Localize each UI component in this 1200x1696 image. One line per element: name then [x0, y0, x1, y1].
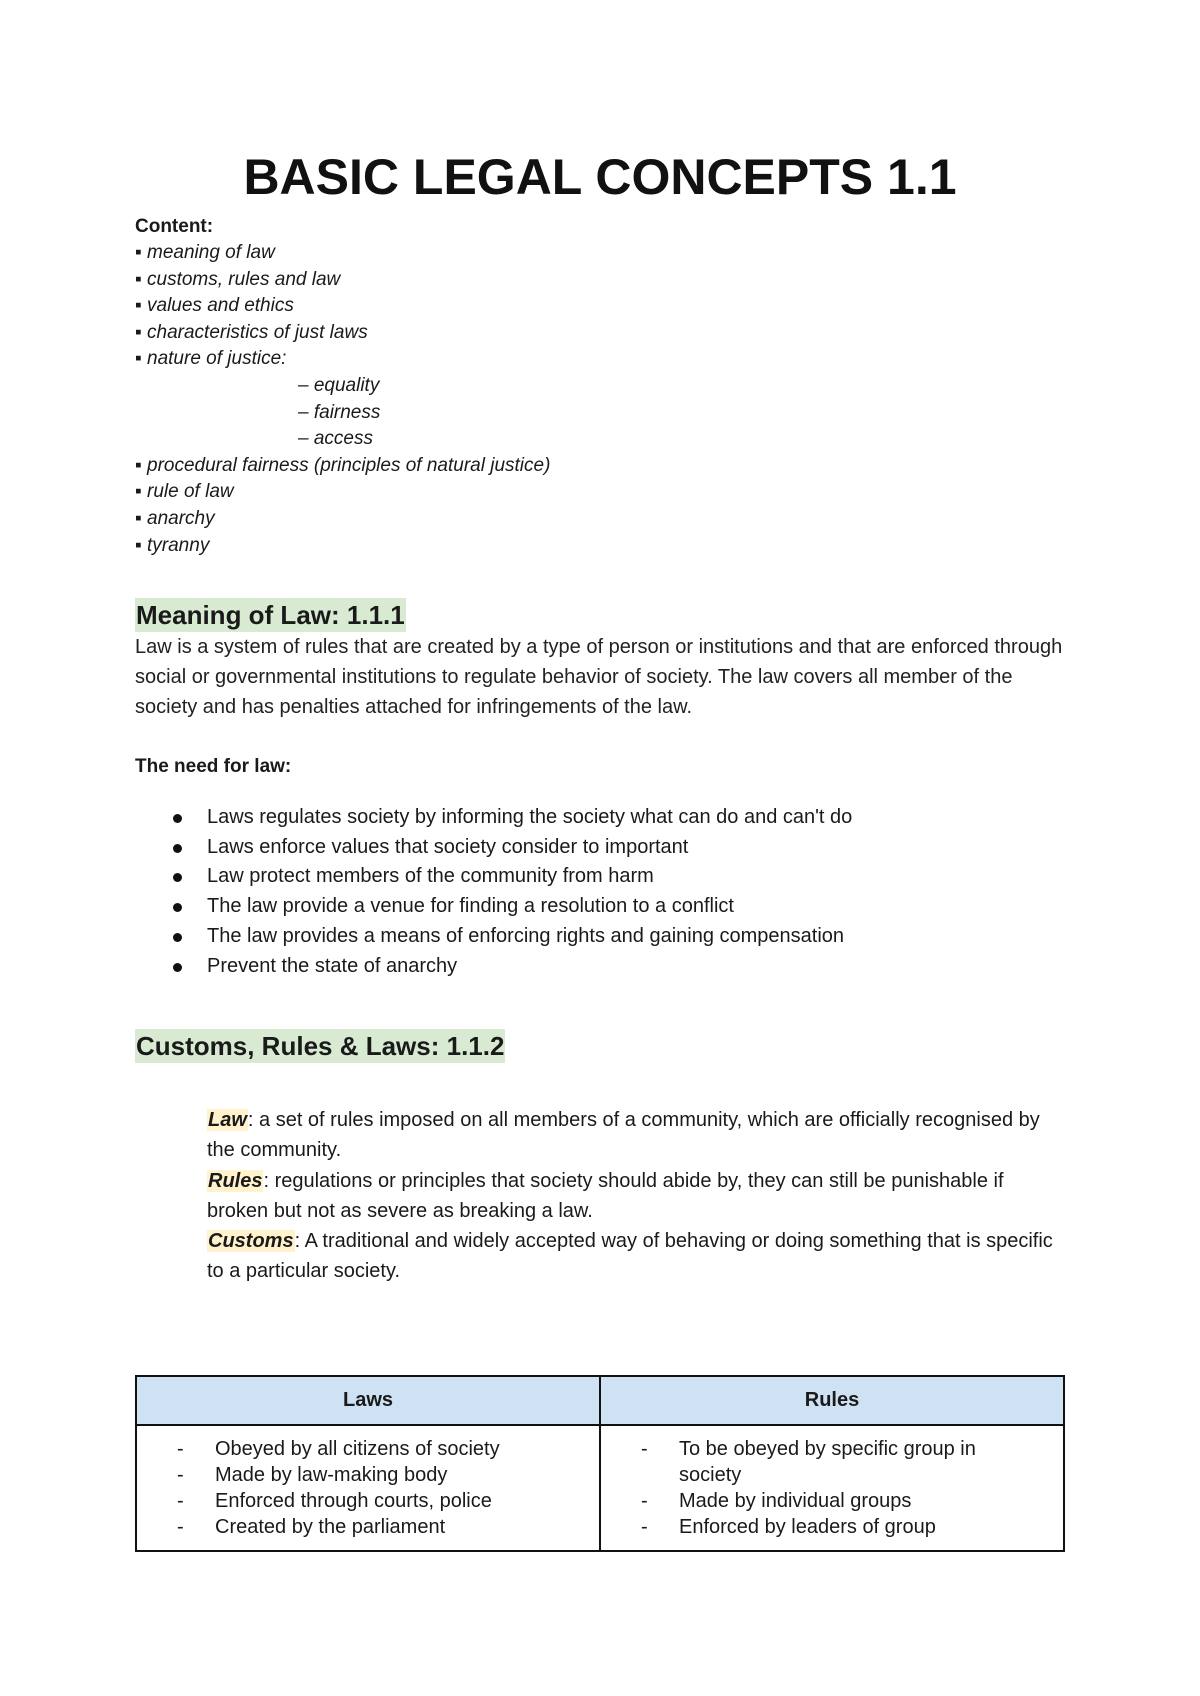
list-item [135, 803, 1065, 833]
outline-item: ▪ rule of law [135, 481, 234, 503]
list-item: - Made by individual groups [641, 1488, 1043, 1514]
list-item [135, 892, 1065, 922]
outline-item: ▪ values and ethics [135, 295, 294, 317]
list-item [135, 862, 1065, 892]
section-heading-meaning-of-law: Meaning of Law: 1.1.1 [136, 600, 405, 630]
list-item: - Made by law-making body [177, 1462, 579, 1488]
bullet-icon [173, 963, 182, 972]
list-item: - To be obeyed by specific group in society [641, 1436, 1043, 1488]
list-item [135, 833, 1065, 863]
outline-item: ▪ nature of justice: [135, 348, 287, 370]
table-row [136, 1425, 1064, 1551]
definition-term: Law [208, 1109, 247, 1131]
list-item: - Enforced through courts, police [177, 1488, 579, 1514]
content-label: Content: [135, 216, 214, 237]
outline-item: ▪ meaning of law [135, 242, 275, 263]
laws-list [177, 1436, 579, 1540]
list-item-text: The law provides a means of enforcing rights and gaining compensation [207, 924, 845, 947]
bullet-icon [173, 903, 182, 912]
outline-item: ▪ customs, rules and law [135, 268, 341, 290]
list-item-text: The law provide a venue for finding a resolution to a conflict [207, 895, 734, 918]
need-for-law-label: The need for law: [135, 756, 292, 777]
laws-vs-rules-table [135, 1375, 1065, 1552]
outline-item: ▪ tyranny [135, 534, 210, 556]
outline-subitem: – fairness [298, 401, 381, 423]
bullet-icon [173, 933, 182, 942]
section-heading-customs-rules-laws: Customs, Rules & Laws: 1.1.2 [136, 1031, 505, 1061]
outline-subitem: – access [298, 428, 373, 450]
definition-text: : A traditional and widely accepted way of behaving or doing something that is specific to a particular society. [207, 1230, 1053, 1283]
document-title: BASIC LEGAL CONCEPTS 1.1 [243, 149, 957, 205]
content-outline [135, 214, 1035, 559]
rules-cell [600, 1425, 1064, 1551]
list-item [135, 922, 1065, 952]
list-item-text: Laws enforce values that society consider to important [207, 835, 689, 858]
list-item: - Created by the parliament [177, 1514, 579, 1540]
table-header-laws: Laws [136, 1376, 600, 1425]
list-item: - Obeyed by all citizens of society [177, 1436, 579, 1462]
outline-item: ▪ characteristics of just laws [135, 321, 368, 343]
definition-rules [207, 1166, 1067, 1227]
definition-text: : regulations or principles that society should abide by, they can still be punishable if broken but not as severe as breaking a law. [207, 1169, 1004, 1222]
outline-subitem: – equality [298, 374, 380, 396]
list-item-text: Laws regulates society by informing the society what can do and can't do [207, 806, 853, 828]
definition-law [207, 1105, 1067, 1166]
definitions-block [207, 1105, 1067, 1287]
list-item-text: Law protect members of the community from harm [207, 865, 654, 888]
definition-customs [207, 1226, 1067, 1287]
list-item-text: Prevent the state of anarchy [207, 954, 458, 977]
bullet-icon [173, 814, 182, 823]
bullet-icon [173, 873, 182, 882]
meaning-of-law-paragraph: Law is a system of rules that are created by a type of person or institutions and that are enforced through social or governmental institutions to regulate behavior of society. The law covers all member of the society and has penalties attached for infringements of the law. [135, 636, 1063, 718]
definition-term: Customs [208, 1230, 294, 1253]
table-header-row [136, 1376, 1064, 1425]
bullet-icon [173, 844, 182, 853]
list-item: - Enforced by leaders of group [641, 1514, 1043, 1540]
laws-cell [136, 1425, 600, 1551]
rules-list [641, 1436, 1043, 1540]
outline-item: ▪ procedural fairness (principles of natural justice) [135, 454, 551, 476]
list-item [135, 952, 1065, 982]
need-for-law-list [135, 803, 1065, 981]
definition-text: : a set of rules imposed on all members of a community, which are officially recognised by the community. [207, 1109, 1040, 1162]
table-header-rules: Rules [600, 1376, 1064, 1425]
definition-term: Rules [208, 1169, 263, 1192]
outline-item: ▪ anarchy [135, 507, 215, 529]
